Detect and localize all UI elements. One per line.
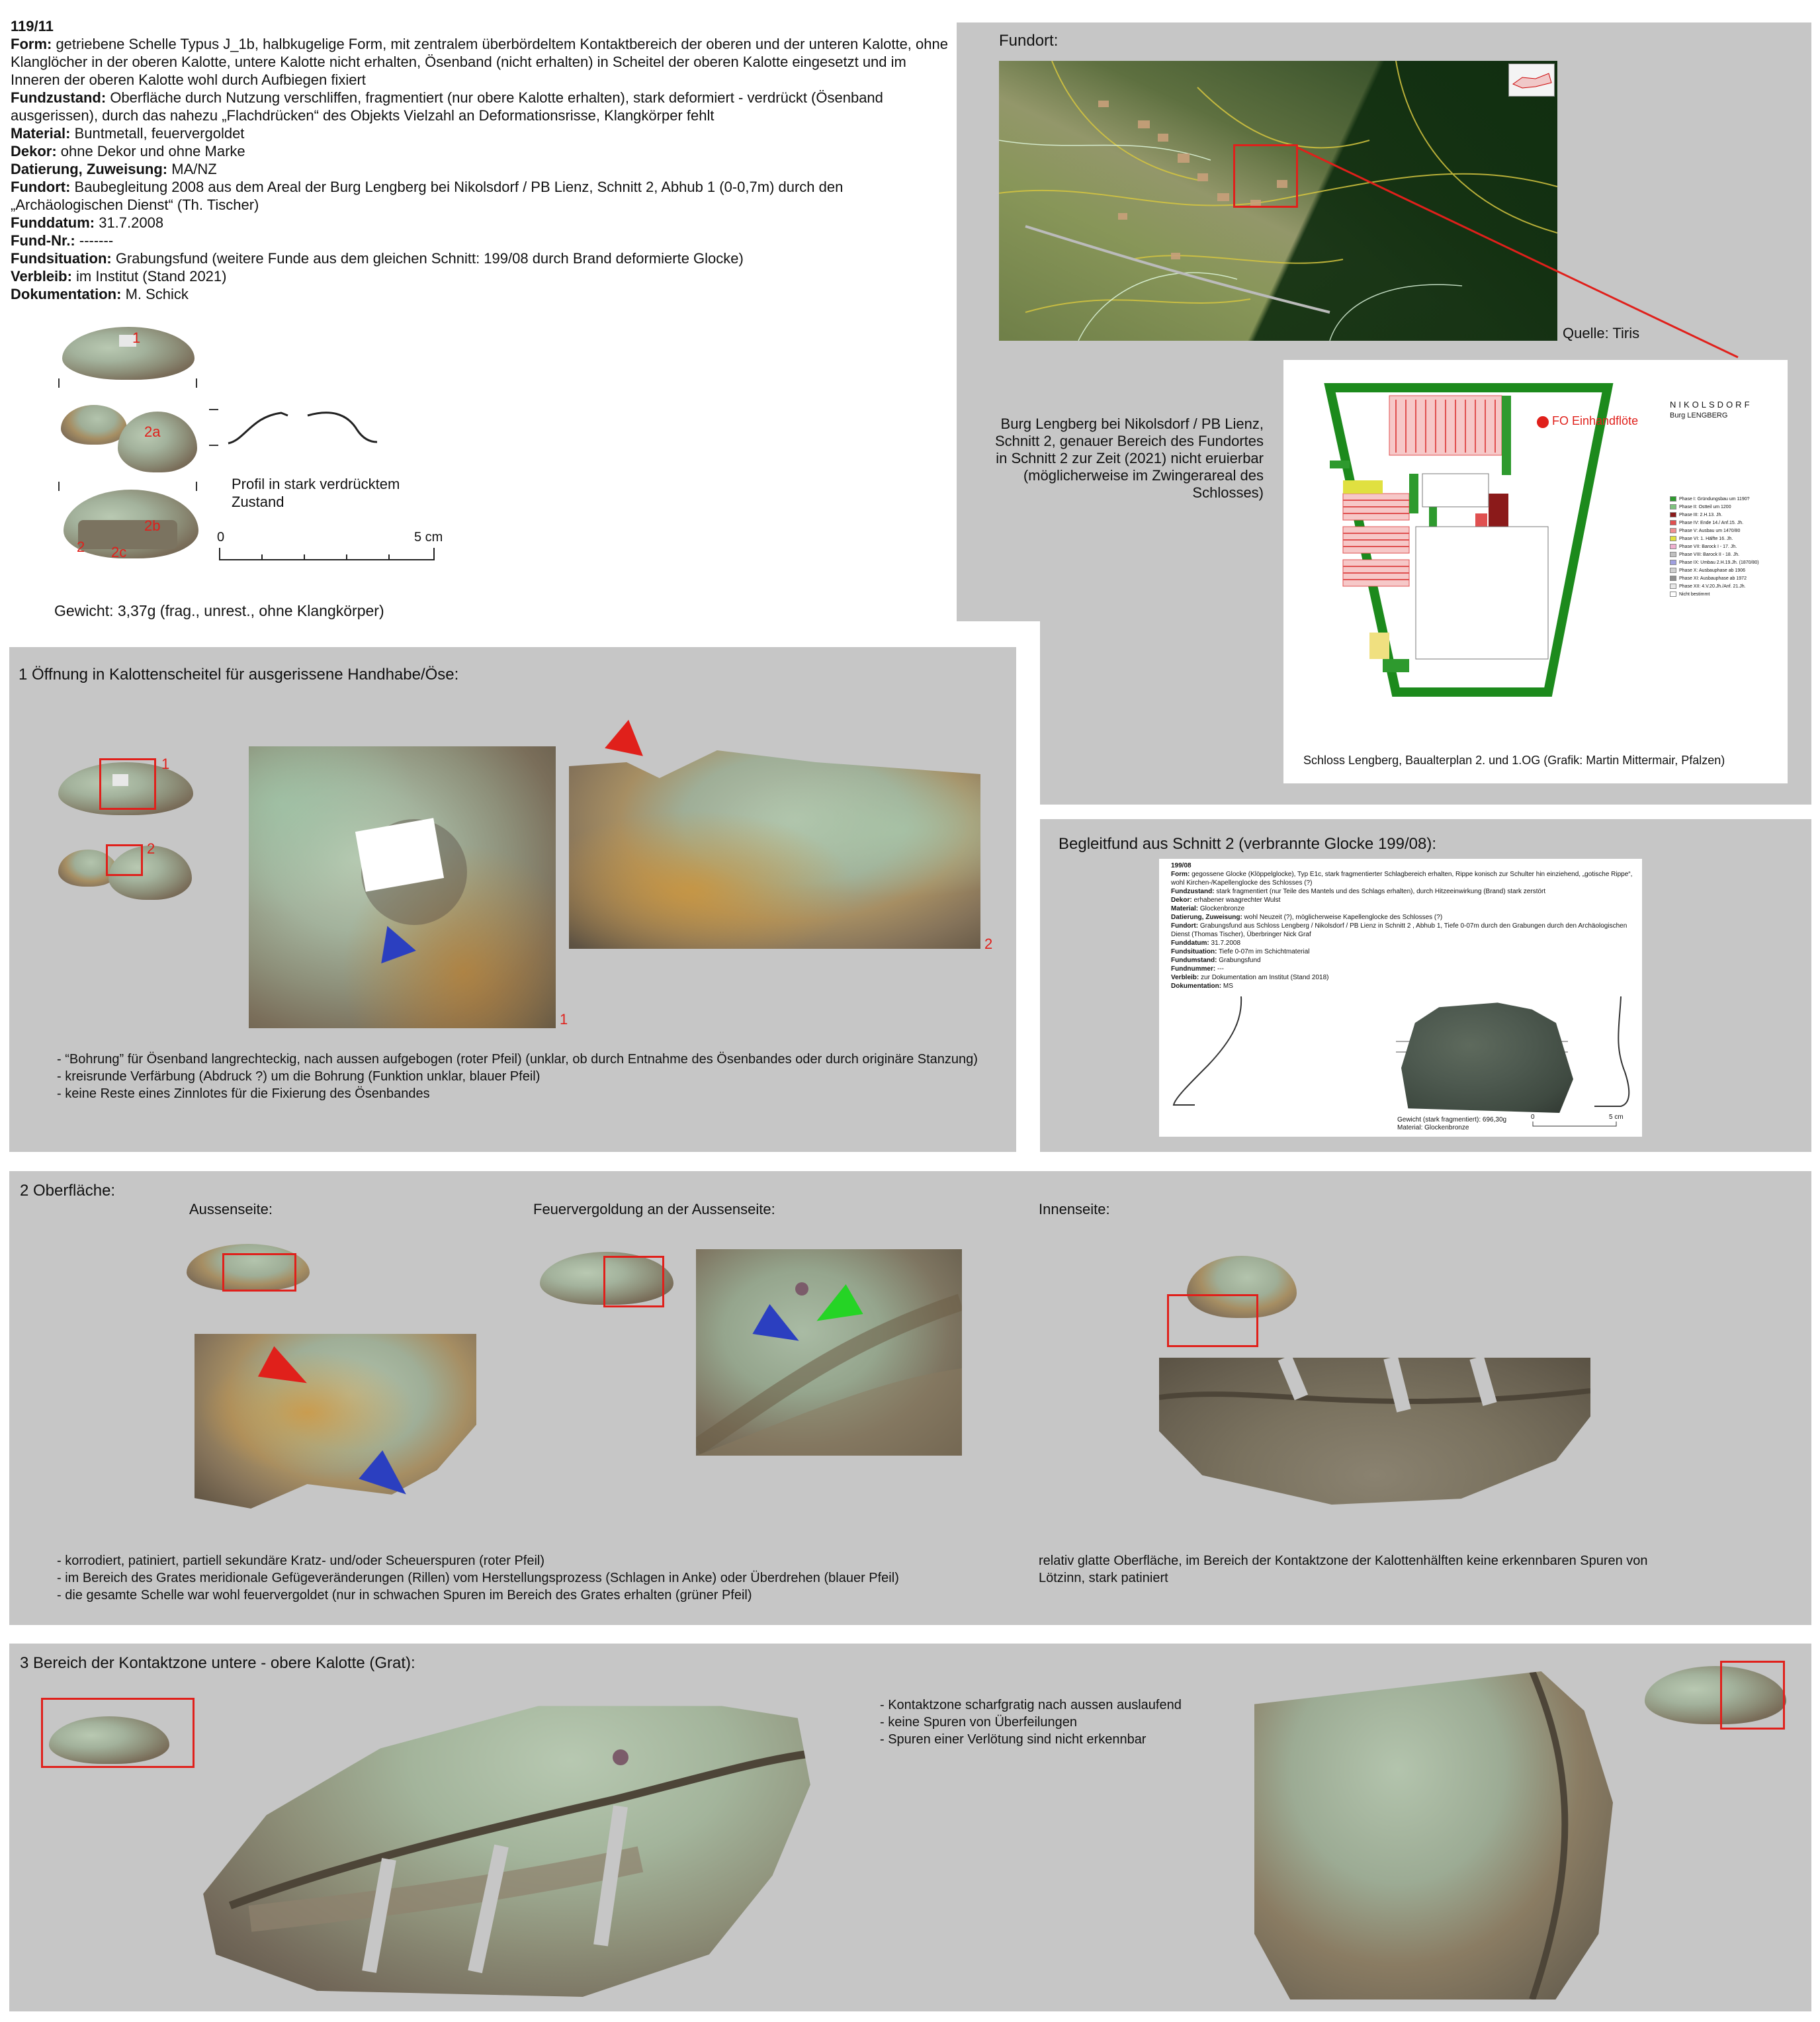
legend-label: Phase IX: Umbau 2.H.19.Jh. (1870/80) [1679,560,1759,565]
note-item: - “Bohrung” für Ösenband langrechteckig, nach aussen aufgebogen (roter Pfeil) (unklar, ob durch Entnahme des Ösenbandes oder durch originäre Stanzung) [57,1052,978,1067]
card-row-value: erhabener waagrechter Wulst [1192,897,1281,904]
plan-subtitle: Burg LENGBERG [1670,412,1728,419]
legend-label: Phase VI: 1. Hälfte 16. Jh. [1679,536,1733,541]
field-row [11,267,950,285]
field-row-label: Funddatum: [11,214,95,231]
field-row-label: Material: [11,125,71,142]
field-row [11,249,950,267]
legend-label: Phase VII: Barock I - 17. Jh. [1679,544,1737,549]
card-row-label: Fundumstand: [1171,957,1217,964]
section1-title: 1 Öffnung in Kalottenscheitel für ausgerissene Handhabe/Öse: [19,666,459,683]
legend-swatch [1670,504,1676,509]
section2-gilding-label: Feuervergoldung an der Aussenseite: [533,1201,775,1217]
card-row [1171,947,1634,956]
card-row-label: Fundort: [1171,922,1199,930]
weight-text: Gewicht: 3,37g (frag., unrest., ohne Klangkörper) [54,602,384,619]
card-row [1171,973,1634,982]
card-row-value: MS [1221,983,1233,990]
section2-inner-label: Innenseite: [1039,1201,1110,1217]
legend-item [1670,527,1776,535]
legend-label: Phase VIII: Barock II - 18. Jh. [1679,552,1740,557]
profile-caption: Profil in stark verdrücktem Zustand [232,476,400,510]
card-lines [1171,870,1634,990]
section2-outer-thumb-box [222,1253,296,1292]
legend-item [1670,550,1776,558]
legend-item [1670,495,1776,503]
field-row [11,35,950,89]
legend-label: Phase X: Ausbauphase ab 1906 [1679,568,1746,573]
section1-thumb-2-box [106,844,143,876]
field-row-value: ohne Dekor und ohne Marke [56,143,245,159]
card-row [1171,939,1634,947]
plan-marker-label: FO Einhandflöte [1552,414,1639,427]
note-item: - korrodiert, patiniert, partiell sekundäre Kratz- und/oder Scheuerspuren (roter Pfeil) [57,1554,545,1568]
legend-item [1670,511,1776,519]
object-id: 119/11 [11,18,54,34]
plan-caption: Burg Lengberg bei Nikolsdorf / PB Lienz, Schnitt 2, genauer Bereich des Fundortes in Schnitt 2 zur Zeit (2021) nicht eruierbar (möglicherweise im Zwingerareal des Schlosses) [994,416,1264,501]
field-row [11,142,950,160]
legend-item [1670,503,1776,511]
note-item: - kreisrunde Verfärbung (Abdruck ?) um die Bohrung (Funktion unklar, blauer Pfeil) [57,1069,541,1084]
legend-swatch [1670,512,1676,517]
card-row [1171,896,1634,904]
section2-notes-right: relativ glatte Oberfläche, im Bereich der Kontaktzone der Kalottenhälften keine erkennbaren Spuren von Lötzinn, stark patiniert [1039,1554,1648,1585]
legend-swatch [1670,576,1676,581]
section2-gilding-detail-base [696,1249,962,1456]
field-row-value: Buntmetall, feuervergoldet [70,125,245,142]
section2-inner-thumb-box [1167,1294,1258,1347]
legend-label: Phase I: Gründungsbau um 1190? [1679,496,1750,502]
legend-swatch [1670,552,1676,557]
card-row [1171,887,1634,896]
photo-fragment-top [58,323,198,382]
section3-title: 3 Bereich der Kontaktzone untere - obere Kalotte (Grat): [20,1654,415,1672]
card-row-label: Dokumentation: [1171,983,1222,990]
legend-swatch [1670,592,1676,597]
card-row [1171,913,1634,922]
field-row-label: Dekor: [11,143,57,159]
card-row-value: Tiefe 0-07m im Schichtmaterial [1217,948,1310,955]
card-row-value: wohl Neuzeit (?), möglicherweise Kapellenglocke des Schlosses (?) [1242,914,1443,921]
card-row-value: gegossene Glocke (Klöppelglocke), Typ E1c, stark fragmentierter Schlagbereich erhalten, Rippe konisch zur Schulter hin einziehend, „gotische Rippe“, wohl Kirchen-/Kapellenglocke des Schlosses (?) [1171,871,1633,887]
card-row-label: Fundzustand: [1171,888,1215,895]
field-row-label: Fundsituation: [11,250,112,267]
label-1: 1 [132,330,141,346]
legend-item [1670,574,1776,582]
field-row [11,160,950,178]
card-row-label: Fundsituation: [1171,948,1217,955]
legend-swatch [1670,528,1676,533]
field-row-label: Fund-Nr.: [11,232,75,249]
scale-bar [218,547,437,562]
note-item: - keine Reste eines Zinnlotes für die Fixierung des Ösenbandes [57,1086,430,1101]
section2-title: 2 Oberfläche: [20,1182,116,1200]
field-row-label: Dokumentation: [11,286,122,302]
begleitfund-scale-end: 5 cm [1609,1114,1624,1121]
card-row-label: Material: [1171,905,1199,912]
legend-item [1670,590,1776,598]
field-row [11,124,950,142]
legend-swatch [1670,568,1676,573]
map-highlight-box [1233,144,1298,208]
card-row-value: Glockenbronze [1198,905,1245,912]
begleitfund-title: Begleitfund aus Schnitt 2 (verbrannte Glocke 199/08): [1059,835,1437,853]
field-row-value: Grabungsfund (weitere Funde aus dem gleichen Schnitt: 199/08 durch Brand deformierte Glocke) [111,250,744,267]
card-row-value: Grabungsfund aus Schloss Lengberg / Nikolsdorf / PB Lienz in Schnitt 2 , Abhub 1, Tiefe 0-07m durch den Grabungen durch den Archäologischen Dienst (Thomas Tischer), Überbringer Nick Graf [1171,922,1627,938]
field-row-value: MA/NZ [167,161,217,177]
begleitfund-scale-bar [1532,1121,1618,1127]
field-row-value: 31.7.2008 [95,214,164,231]
begleitfund-scale-start: 0 [1531,1114,1535,1121]
fundort-title: Fundort: [999,32,1059,50]
card-row-value: stark fragmentiert (nur Teile des Mantels und des Schlags erhalten), durch Hitzeeinwirkung (Brand) stark zerstört [1214,888,1546,895]
legend-label: Phase IV: Ende 14./ Anf.15. Jh. [1679,520,1744,525]
legend-swatch [1670,544,1676,549]
legend-item [1670,543,1776,550]
section2-outer-label: Aussenseite: [189,1201,273,1217]
section3-right-photo [1254,1671,1613,2000]
legend-label: Phase V: Ausbau um 1470/80 [1679,528,1741,533]
field-row [11,232,950,249]
legend-swatch [1670,584,1676,589]
note-item: - im Bereich des Grates meridionale Gefügeveränderungen (Rillen) vom Herstellungsprozess (Schlagen in Anke) oder Überdrehen (blauer Pfeil) [57,1571,899,1585]
section2-gilding-thumb-box [603,1256,664,1307]
legend-item [1670,566,1776,574]
card-row [1171,904,1634,913]
card-row-label: Dekor: [1171,897,1192,904]
bell-profile [1168,992,1254,1112]
card-row [1171,982,1634,990]
legend-swatch [1670,496,1676,502]
field-row-value: im Institut (Stand 2021) [71,268,227,285]
plan-legend [1670,495,1776,598]
field-row [11,89,950,124]
profile-drawing [225,404,384,450]
card-row-label: Fundnummer: [1171,965,1216,973]
legend-label: Phase XI: Ausbauphase ab 1972 [1679,576,1747,581]
field-row-label: Form: [11,36,52,52]
section1-thumb-1-box [99,758,156,810]
note-item: - Kontaktzone scharfgratig nach aussen auslaufend [880,1698,1182,1712]
section1-detail-2-label: 2 [984,936,993,952]
section1-detail-2 [569,750,980,949]
field-row-value: Baubegleitung 2008 aus dem Areal der Burg Lengberg bei Nikolsdorf / PB Lienz, Schnitt 2, Abhub 1 (0-0,7m) durch den „Archäologischen Dienst“ (Th. Tischer) [11,179,844,213]
card-row [1171,922,1634,939]
header-block [11,17,950,303]
legend-swatch [1670,520,1676,525]
map-connector-line [1293,144,1743,363]
map-source: Quelle: Tiris [1563,325,1640,341]
note-item: - die gesamte Schelle war wohl feuervergoldet (nur in schwachen Spuren im Bereich des Grates erhalten (grüner Pfeil) [57,1588,752,1603]
scale-end: 5 cm [414,530,443,545]
section3-notes [880,1696,1250,1748]
label-2c: 2c [111,544,127,560]
legend-label: Phase III: 2.H.13. Jh. [1679,512,1723,517]
card-row-value: --- [1215,965,1224,973]
field-row-value: getriebene Schelle Typus J_1b, halbkugelige Form, mit zentralem überbördeltem Kontaktbereich der oberen und der unteren Kalotte, ohne Klanglöcher in der oberen Kalotte, untere Kalotte nicht erhalten, Ösenband (nicht erhalten) in Scheitel der oberen Kalotte eingesetzt und im Inneren der oberen Kalotte wohl durch Aufbiegen fixiert [11,36,948,88]
card-row-label: Datierung, Zuweisung: [1171,914,1242,921]
legend-item [1670,558,1776,566]
card-row-value: zur Dokumentation am Institut (Stand 2018) [1199,974,1329,981]
field-row-label: Fundzustand: [11,89,107,106]
field-row-label: Datierung, Zuweisung: [11,161,168,177]
note-item: - Spuren einer Verlötung sind nicht erkennbar [880,1732,1147,1747]
begleitfund-weight: Gewicht (stark fragmentiert): 696,30g [1397,1116,1507,1123]
legend-item [1670,519,1776,527]
legend-label: Phase II: Ostteil um 1200 [1679,504,1731,509]
card-row [1171,956,1634,965]
begleitfund-card-text [1171,861,1634,990]
field-row [11,178,950,214]
label-2b: 2b [144,517,161,534]
legend-item [1670,582,1776,590]
card-row-label: Form: [1171,871,1190,878]
note-item: - keine Spuren von Überfeilungen [880,1715,1077,1730]
section1-thumb-2-label: 2 [147,840,155,857]
field-row [11,214,950,232]
section2-notes-left [57,1552,983,1604]
field-list [11,35,950,303]
field-row [11,285,950,303]
section3-thumb-right-box [1720,1661,1785,1730]
legend-swatch [1670,560,1676,565]
plan-credit: Schloss Lengberg, Baualterplan 2. und 1.OG (Grafik: Martin Mittermair, Pfalzen) [1303,754,1725,767]
section1-thumb-1-label: 1 [161,756,170,772]
legend-label: Nicht bestimmt [1679,592,1710,597]
floor-plan [1317,381,1627,705]
photo-fragment-middle [58,398,205,476]
card-row-value: Grabungsfund [1217,957,1261,964]
card-row-label: Verbleib: [1171,974,1199,981]
card-row [1171,965,1634,973]
section1-notes [57,1051,983,1102]
legend-swatch [1670,536,1676,541]
section1-detail-1-label: 1 [560,1011,568,1028]
card-row-label: Funddatum: [1171,940,1209,947]
section3-thumb-left-box [41,1698,195,1768]
plan-title: NIKOLSDORF [1670,400,1753,410]
scale-start: 0 [217,530,225,545]
field-row-value: M. Schick [121,286,189,302]
label-2a: 2a [144,423,161,440]
legend-item [1670,535,1776,543]
card-row-value: 31.7.2008 [1209,940,1241,947]
legend-label: Phase XII: 4.V.20.Jh./Anf. 21.Jh. [1679,584,1746,589]
field-row-label: Fundort: [11,179,71,195]
card-id: 199/08 [1171,862,1192,869]
field-row-value: ------- [75,232,114,249]
begleitfund-material: Material: Glockenbronze [1397,1124,1469,1131]
label-2: 2 [77,539,85,555]
field-row-label: Verbleib: [11,268,72,285]
field-row-value: Oberfläche durch Nutzung verschliffen, fragmentiert (nur obere Kalotte erhalten), stark deformiert - verdrückt (Ösenband ausgerissen), durch das nahezu „Flachdrücken“ des Objekts Vielzahl an Deformationsrisse, Klangkörper fehlt [11,89,883,124]
map-inset [1508,64,1555,97]
card-row [1171,870,1634,887]
section1-detail-1 [249,746,556,1028]
